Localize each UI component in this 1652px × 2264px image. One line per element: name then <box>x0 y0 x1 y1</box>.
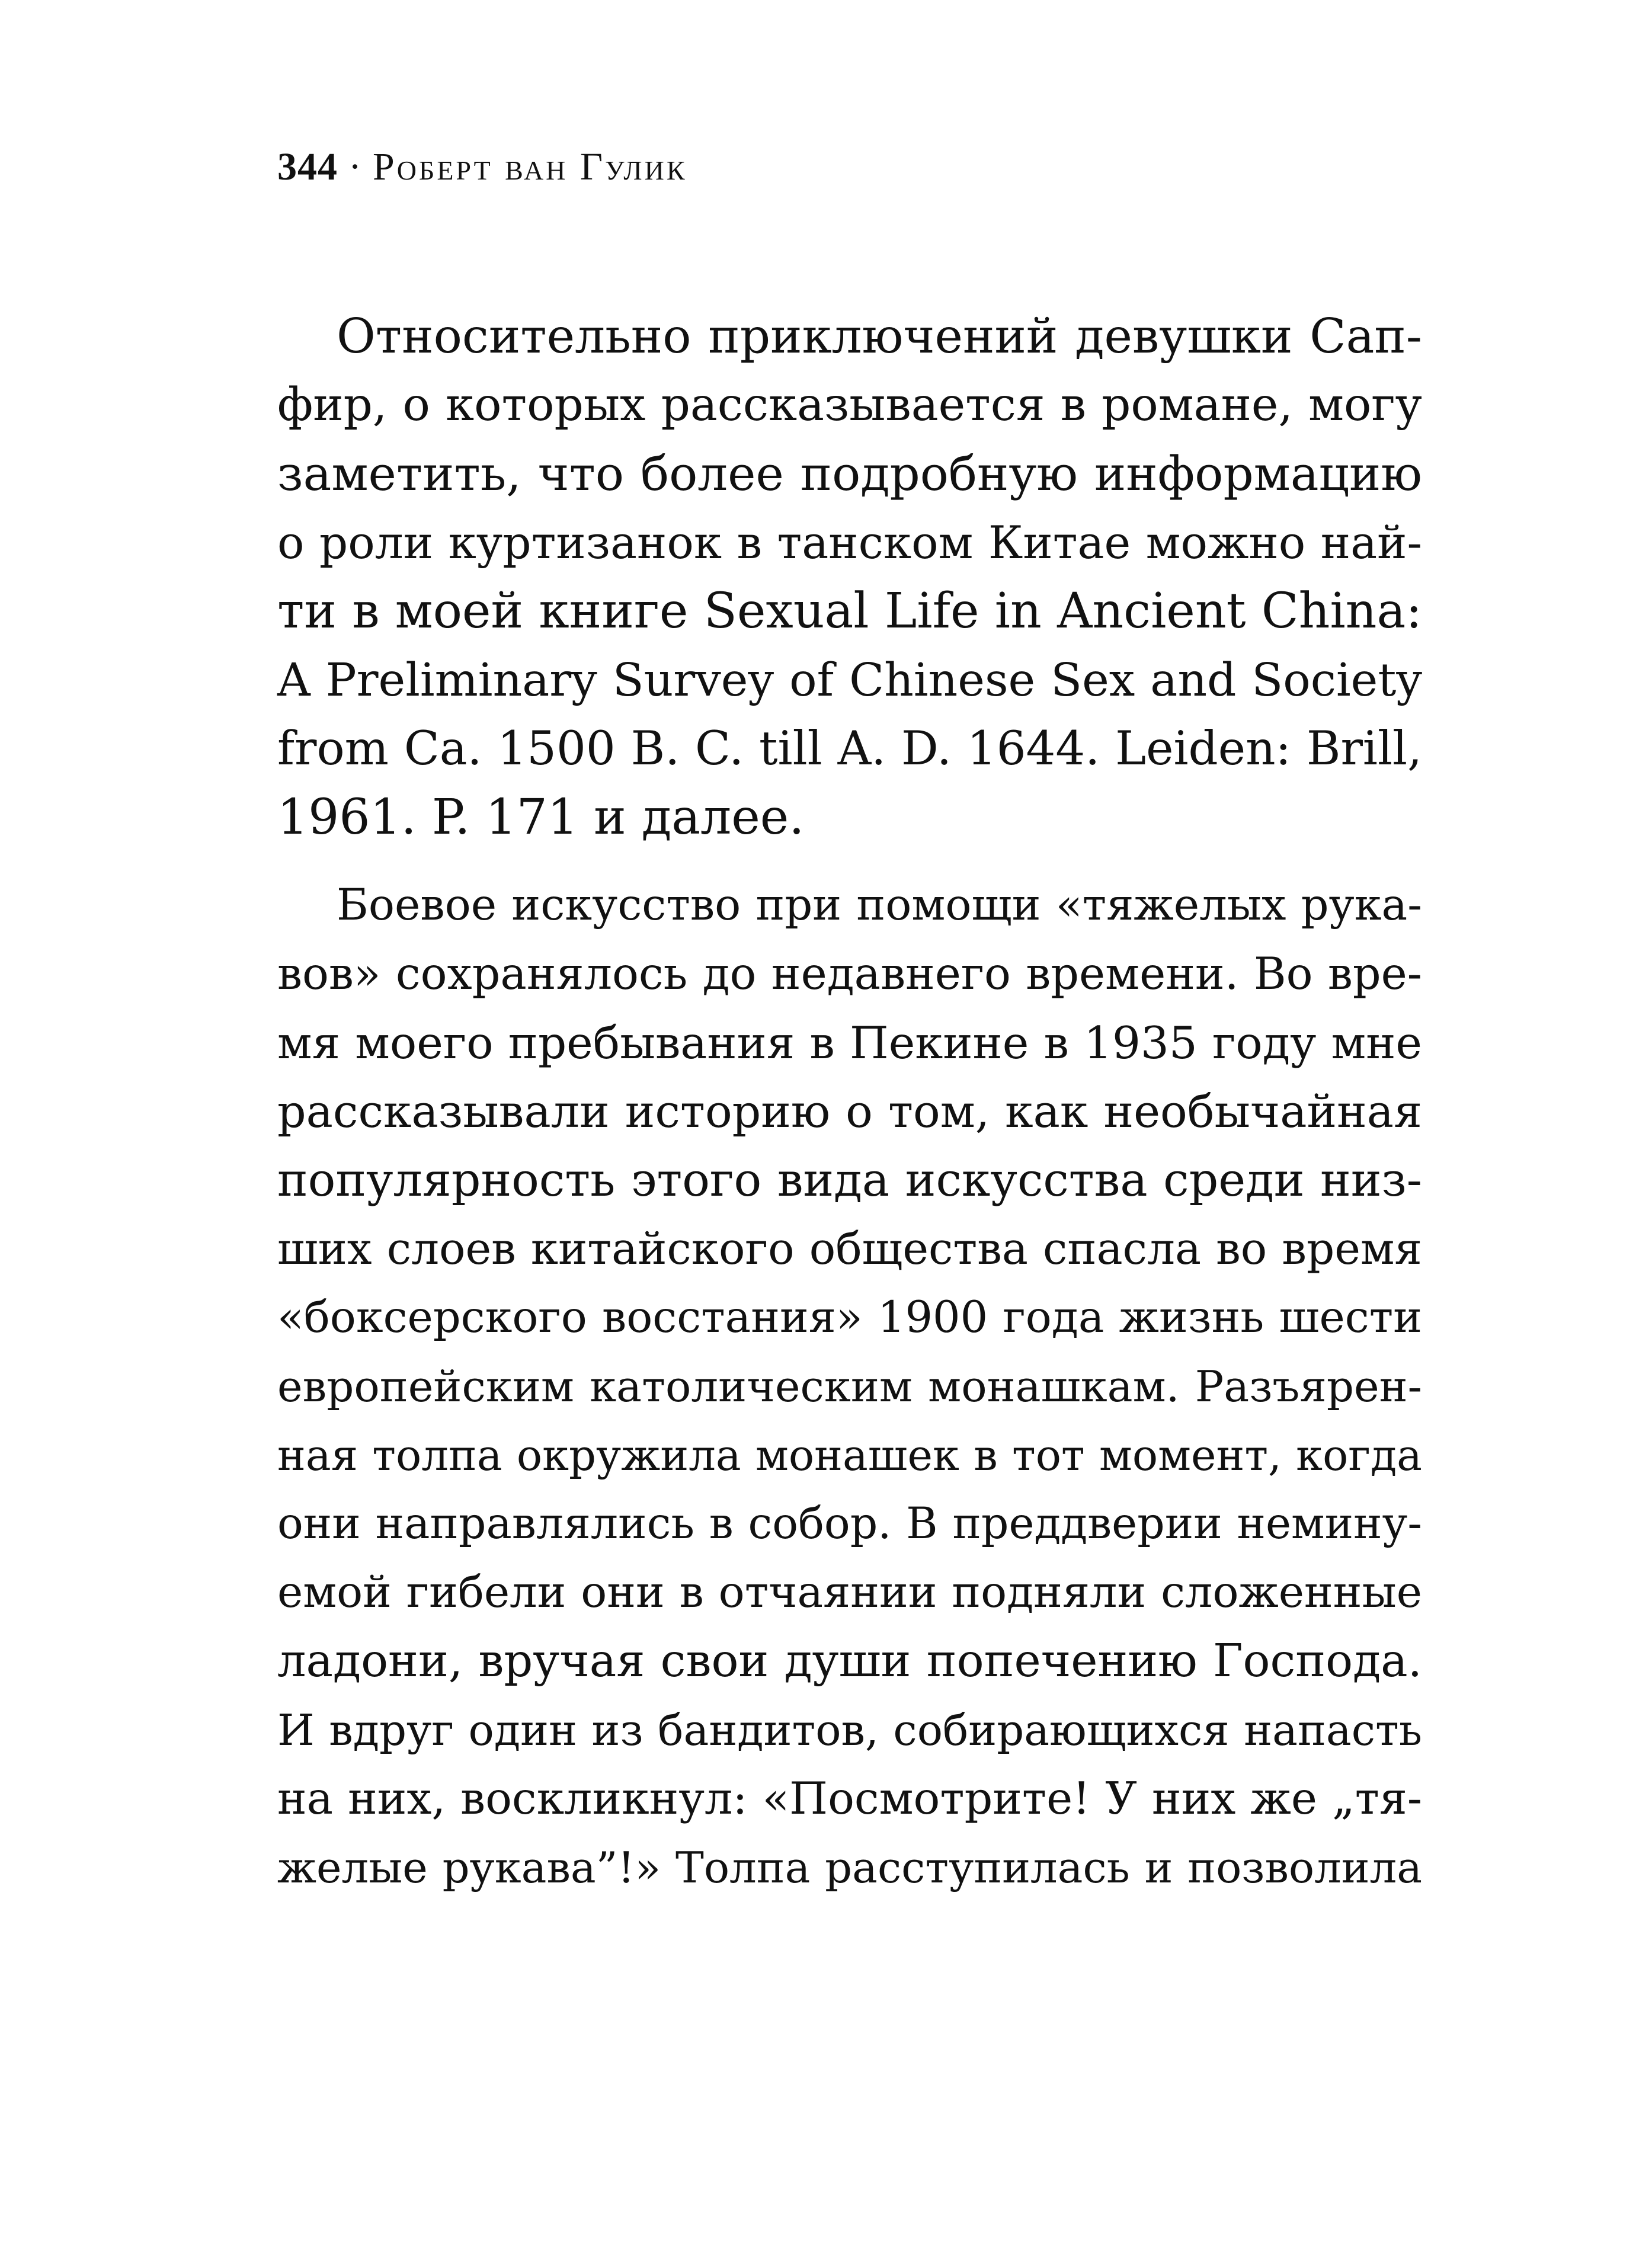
text-line: ших слоев китайского общества спасла во время <box>277 1224 1422 1274</box>
text-line: емой гибели они в отчаянии подняли сложенные <box>277 1567 1422 1618</box>
text-line: желые рукава”!» Толпа расступилась и позволила <box>277 1843 1422 1892</box>
text-line: Относительно приключений девушки Сап- <box>337 309 1422 364</box>
running-header <box>277 143 687 191</box>
text-line: заметить, что более подробную информацию <box>277 446 1422 501</box>
text-line: ти в моей книге Sexual Life in Ancient China: <box>277 583 1422 639</box>
text-line: мя моего пребывания в Пекине в 1935 году мне <box>277 1017 1422 1069</box>
paragraph <box>277 871 1422 1902</box>
text-line: на них, воскликнул: «Посмотрите! У них же „тя- <box>277 1773 1422 1824</box>
text-line: «боксерского восстания» 1900 года жизнь шести <box>277 1292 1422 1343</box>
paragraph <box>277 302 1422 852</box>
header-separator: · <box>348 145 362 188</box>
text-line: о роли куртизанок в танском Китае можно най- <box>277 517 1422 569</box>
text-line: from Ca. 1500 B. C. till A. D. 1644. Leiden: Brill, <box>277 722 1422 776</box>
text-line: они направлялись в собор. В преддверии немину- <box>277 1498 1422 1549</box>
text-line: И вдруг один из бандитов, собирающихся напасть <box>277 1705 1422 1755</box>
text-line: Боевое искусство при помощи «тяжелых рука- <box>337 880 1422 930</box>
text-line: ладони, вручая свои души попечению Господа. <box>277 1635 1422 1687</box>
running-header-author: Роберт ван Гулик <box>372 145 687 188</box>
text-line: ная толпа окружила монашек в тот момент, когда <box>277 1430 1422 1480</box>
text-line: 1961. P. 171 и далее. <box>277 789 805 846</box>
text-line: популярность этого вида искусства среди низ- <box>277 1154 1422 1207</box>
text-line: A Preliminary Survey of Chinese Sex and Society <box>277 654 1422 707</box>
body-text <box>277 302 1422 1902</box>
page-number: 344 <box>277 145 338 188</box>
text-line: рассказывали историю о том, как необычайная <box>277 1085 1422 1138</box>
text-line: европейским католическим монашкам. Разъярен- <box>277 1362 1422 1411</box>
text-line: вов» сохранялось до недавнего времени. Во вре- <box>277 948 1422 1000</box>
text-line: фир, о которых рассказывается в романе, могу <box>277 379 1422 431</box>
